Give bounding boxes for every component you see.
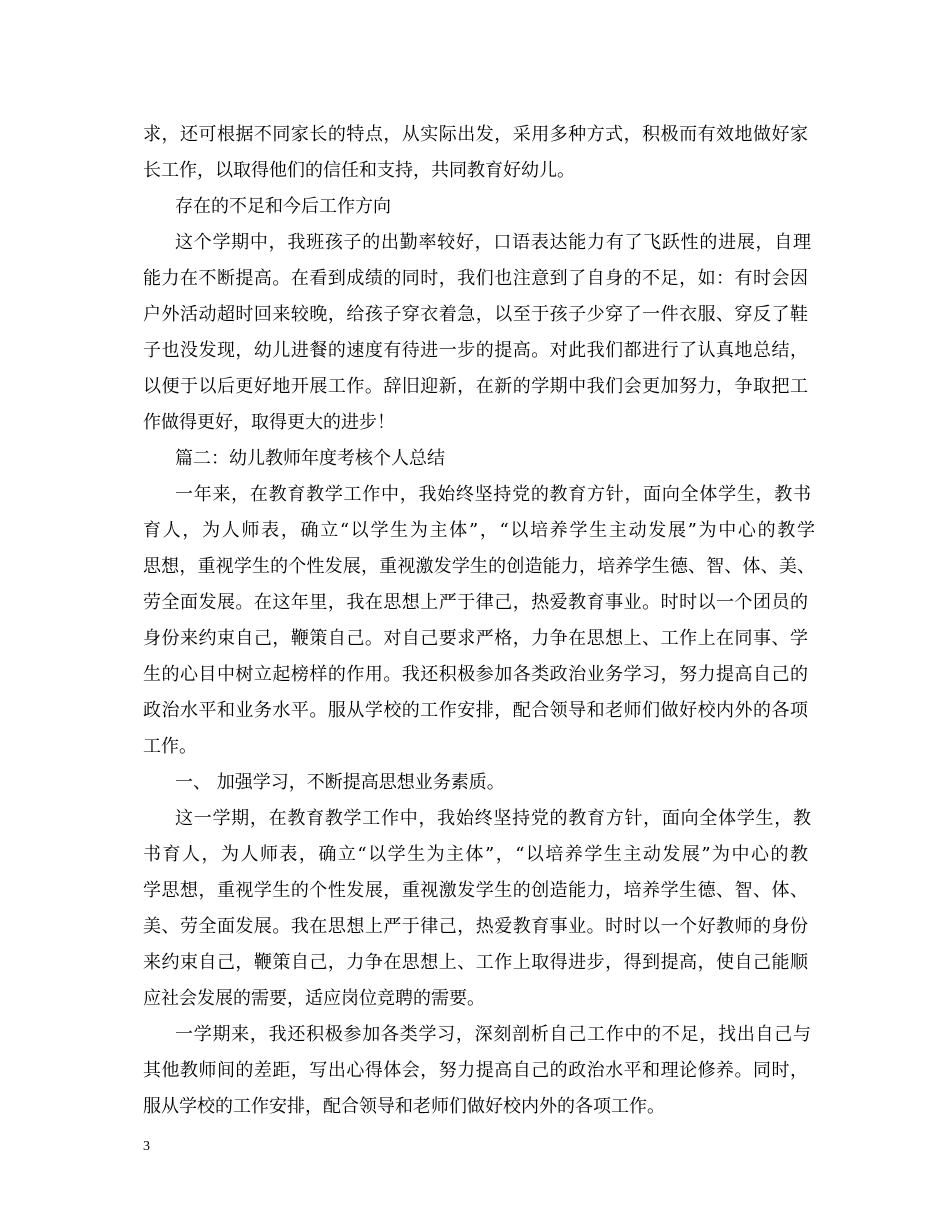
text-line: 子也没发现，幼儿进餐的速度有待进一步的提高。对此我们都进行了认真地总结， [143, 340, 808, 361]
text-line: 存在的不足和今后工作方向 [175, 196, 391, 217]
text-line: 思想，重视学生的个性发展，重视激发学生的创造能力，培养学生德、智、体、美、 [143, 556, 815, 577]
text-line: 这个学期中，我班孩子的出勤率较好，口语表达能力有了飞跃性的进展，自理 [175, 232, 811, 253]
text-line: 政治水平和业务水平。服从学校的工作安排，配合领导和老师们做好校内外的各项 [143, 700, 808, 721]
text-line: 以便于以后更好地开展工作。辞旧迎新，在新的学期中我们会更加努力，争取把工 [143, 376, 808, 397]
text-line: 身份来约束自己，鞭策自己。对自己要求严格，力争在思想上、工作上在同事、学 [143, 628, 808, 649]
text-line: 户外活动超时回来较晚，给孩子穿衣着急，以至于孩子少穿了一件衣服、穿反了鞋 [143, 304, 808, 325]
text-line: 能力在不断提高。在看到成绩的同时，我们也注意到了自身的不足，如：有时会因 [143, 268, 808, 289]
text-line: 服从学校的工作安排，配合领导和老师们做好校内外的各项工作。 [143, 1096, 665, 1117]
text-line: 一学期来，我还积极参加各类学习，深刻剖析自己工作中的不足，找出自己与 [175, 1024, 811, 1045]
text-line: 这一学期，在教育教学工作中，我始终坚持党的教育方针，面向全体学生，教 [175, 808, 811, 829]
text-line: 劳全面发展。在这年里，我在思想上严于律己，热爱教育事业。时时以一个团员的 [143, 592, 808, 613]
text-line: 一、 加强学习，不断提高思想业务素质。 [175, 772, 505, 793]
text-line: 工作。 [143, 736, 197, 757]
text-line: 应社会发展的需要，适应岗位竞聘的需要。 [143, 988, 485, 1009]
text-line: 来约束自己，鞭策自己，力争在思想上、工作上取得进步，得到提高，使自己能顺 [143, 952, 808, 973]
text-line: 学思想，重视学生的个性发展，重视激发学生的创造能力，培养学生德、智、体、 [143, 880, 808, 901]
text-line: 求，还可根据不同家长的特点，从实际出发，采用多种方式，积极而有效地做好家 [143, 124, 808, 145]
text-line: 其他教师间的差距，写出心得体会，努力提高自己的政治水平和理论修养。同时， [143, 1060, 808, 1081]
text-line: 生的心目中树立起榜样的作用。我还积极参加各类政治业务学习，努力提高自己的 [143, 664, 808, 685]
text-line: 篇二：幼儿教师年度考核个人总结 [175, 448, 445, 469]
text-line: 书育人，为人师表，确立“以学生为主体”，“以培养学生主动发展”为中心的教 [143, 844, 808, 865]
page-number: 3 [143, 1139, 150, 1154]
text-line: 美、劳全面发展。我在思想上严于律己，热爱教育事业。时时以一个好教师的身份 [143, 916, 808, 937]
text-line: 一年来，在教育教学工作中，我始终坚持党的教育方针，面向全体学生，教书 [175, 484, 811, 505]
text-line: 作做得更好，取得更大的进步！ [143, 412, 395, 433]
text-line: 育人，为人师表，确立“以学生为主体”，“以培养学生主动发展”为中心的教学 [143, 520, 815, 541]
text-line: 长工作，以取得他们的信任和支持，共同教育好幼儿。 [143, 160, 575, 181]
